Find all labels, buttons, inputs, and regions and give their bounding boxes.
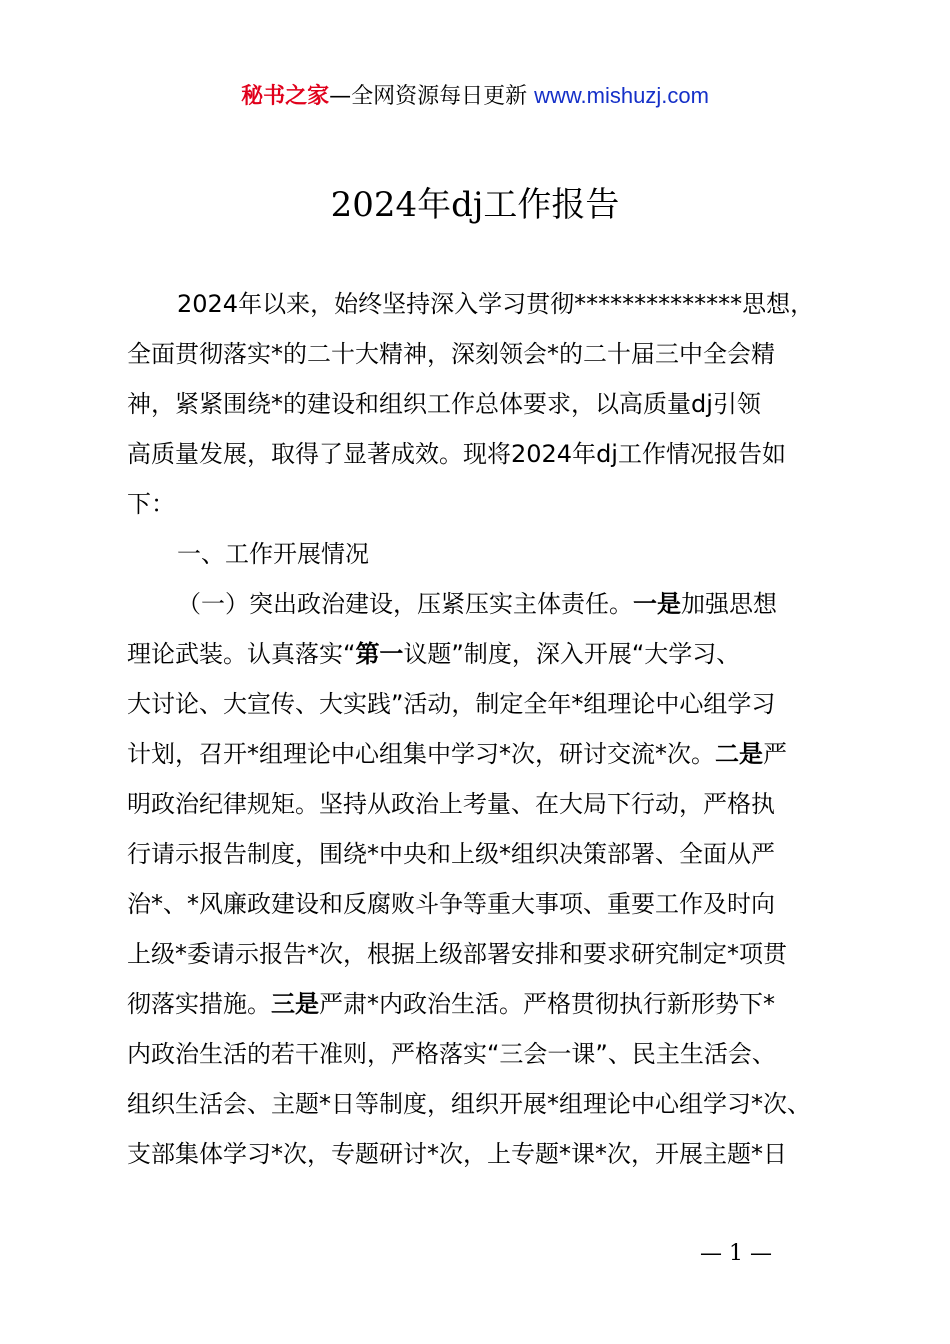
point-marker-1: 一是 [633,590,681,618]
para1-line-9-c: 严肃*内政治生活。严格贯彻执行新形势下* [319,990,775,1018]
para1-line-4 [127,729,839,779]
para1-line-12: 支部集体学习*次，专题研讨*次，上专题*课*次，开展主题*日 [127,1140,787,1168]
para1-line-2 [127,629,839,679]
para1-line-9 [127,979,839,1029]
header-tagline: —全网资源每日更新 [329,84,535,109]
point-marker-3: 三是 [271,990,319,1018]
page-number: — 1 — [700,1241,772,1266]
first-topic-bold: 第一 [355,640,404,668]
intro-line-4: 高质量发展，取得了显著成效。现将2024年dj工作情况报告如 [127,440,786,468]
brand-name: 秘书之家 [241,84,330,109]
document-title: 2024年dj工作报告 [330,185,620,225]
para1-line-9-a: 彻落实措施。 [127,990,271,1018]
para1-line-4-a: 计划，召开*组理论中心组集中学习*次，研讨交流*次。 [127,740,715,768]
para1-line-5: 明政治纪律规矩。坚持从政治上考量、在大局下行动，严格执 [127,790,775,818]
site-link[interactable]: www.mishuzj.com [534,83,709,108]
para1-line-3: 大讨论、大宣传、大实践”活动，制定全年*组理论中心组学习 [127,690,776,718]
para1-line-7: 治*、*风廉政建设和反腐败斗争等重大事项、重要工作及时向 [127,890,775,918]
intro-line-3: 神，紧紧围绕*的建设和组织工作总体要求，以高质量dj引领 [127,390,761,418]
para1-line-4-c: 严 [763,740,787,768]
para1-line-2-a: 理论武装。认真落实“ [127,640,356,668]
site-header [0,80,950,113]
para1-line-2-c: 议题”制度，深入开展“大学习、 [403,640,741,668]
subsection-heading: （一）突出政治建设，压紧压实主体责任。 [177,590,633,618]
point-marker-2: 二是 [715,740,763,768]
para1-line-10: 内政治生活的若干准则，严格落实“三会一课”、民主生活会、 [127,1040,776,1068]
para1-line-8: 上级*委请示报告*次，根据上级部署安排和要求研究制定*项贯 [127,940,787,968]
intro-line-1: 2024年以来，始终坚持深入学习贯彻**************思想， [177,290,815,318]
intro-line-2: 全面贯彻落实*的二十大精神，深刻领会*的二十届三中全会精 [127,340,775,368]
intro-line-5: 下： [127,490,175,518]
para1-line-1 [127,579,839,629]
section-heading: 一、工作开展情况 [177,540,369,568]
document-body [127,279,839,1179]
para1-line-1-tail: 加强思想 [681,590,777,618]
para1-line-11: 组织生活会、主题*日等制度，组织开展*组理论中心组学习*次、 [127,1090,811,1118]
para1-line-6: 行请示报告制度，围绕*中央和上级*组织决策部署、全面从严 [127,840,775,868]
